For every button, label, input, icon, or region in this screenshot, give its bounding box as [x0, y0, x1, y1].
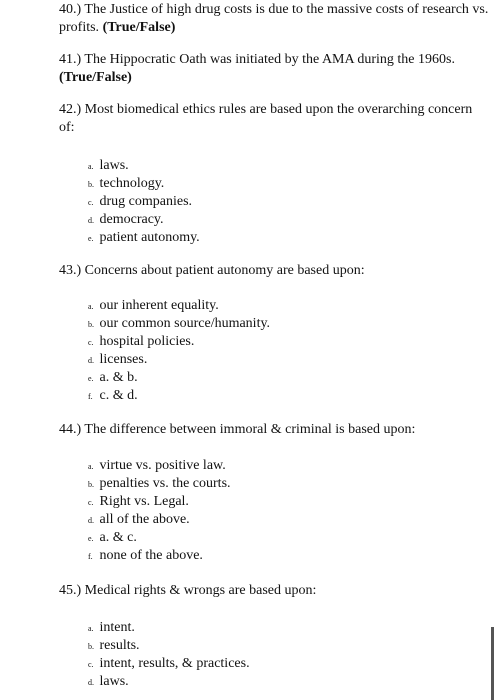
- option-letter: a.: [88, 162, 94, 171]
- option-45c: [88, 655, 489, 673]
- option-text: technology.: [99, 176, 165, 191]
- question-45-text: 45.) Medical rights & wrongs are based upon:: [59, 583, 317, 598]
- option-45b: [88, 637, 489, 655]
- option-text: laws.: [99, 674, 129, 689]
- option-letter: c.: [88, 498, 94, 507]
- option-text: all of the above.: [99, 512, 190, 527]
- option-text: Right vs. Legal.: [99, 494, 189, 509]
- option-letter: e.: [88, 234, 94, 243]
- option-letter: d.: [88, 356, 94, 365]
- question-42: [59, 101, 489, 137]
- question-40-answer-format: (True/False): [102, 20, 176, 35]
- question-43: [59, 262, 489, 280]
- option-text: licenses.: [99, 352, 148, 367]
- option-letter: c.: [88, 338, 94, 347]
- option-text: a. & b.: [99, 370, 138, 385]
- option-43a: [88, 297, 489, 315]
- option-text: virtue vs. positive law.: [99, 458, 226, 473]
- option-text: intent.: [99, 620, 135, 635]
- option-text: intent, results, & practices.: [99, 656, 250, 671]
- question-41: [59, 51, 489, 87]
- option-letter: f.: [88, 392, 93, 401]
- question-43-options: [59, 297, 489, 405]
- option-letter: e.: [88, 534, 94, 543]
- option-text: democracy.: [99, 212, 164, 227]
- question-45: [59, 582, 489, 600]
- option-42a: [88, 157, 489, 175]
- option-42b: [88, 175, 489, 193]
- option-text: c. & d.: [99, 388, 138, 403]
- option-44c: [88, 493, 489, 511]
- option-44d: [88, 511, 489, 529]
- option-42d: [88, 211, 489, 229]
- scrollbar[interactable]: [491, 627, 494, 700]
- question-42-options: [59, 157, 489, 247]
- option-45d: [88, 673, 489, 691]
- option-44b: [88, 475, 489, 493]
- option-43e: [88, 369, 489, 387]
- option-44f: [88, 547, 489, 565]
- option-text: patient autonomy.: [99, 230, 200, 245]
- question-41-answer-format: (True/False): [59, 70, 132, 85]
- question-44: [59, 421, 489, 439]
- question-43-text: 43.) Concerns about patient autonomy are based upon:: [59, 263, 365, 278]
- option-text: drug companies.: [99, 194, 193, 209]
- option-letter: e.: [88, 374, 94, 383]
- option-text: results.: [99, 638, 140, 653]
- option-letter: a.: [88, 302, 94, 311]
- option-letter: b.: [88, 320, 94, 329]
- option-letter: a.: [88, 462, 94, 471]
- option-43d: [88, 351, 489, 369]
- option-text: none of the above.: [99, 548, 203, 563]
- option-letter: d.: [88, 216, 94, 225]
- option-44e: [88, 529, 489, 547]
- option-letter: b.: [88, 642, 94, 651]
- option-43b: [88, 315, 489, 333]
- option-letter: d.: [88, 516, 94, 525]
- option-letter: c.: [88, 660, 94, 669]
- option-text: our common source/humanity.: [99, 316, 271, 331]
- question-44-text: 44.) The difference between immoral & criminal is based upon:: [59, 422, 416, 437]
- option-42e: [88, 229, 489, 247]
- question-40: [59, 1, 489, 37]
- option-letter: a.: [88, 624, 94, 633]
- option-42c: [88, 193, 489, 211]
- option-text: laws.: [99, 158, 129, 173]
- option-45a: [88, 619, 489, 637]
- option-text: penalties vs. the courts.: [99, 476, 231, 491]
- quiz-page: [59, 0, 489, 691]
- option-letter: b.: [88, 480, 94, 489]
- question-41-text: 41.) The Hippocratic Oath was initiated by the AMA during the 1960s.: [59, 52, 455, 67]
- option-text: hospital policies.: [99, 334, 195, 349]
- option-43c: [88, 333, 489, 351]
- option-44a: [88, 457, 489, 475]
- option-letter: b.: [88, 180, 94, 189]
- option-text: our inherent equality.: [99, 298, 219, 313]
- option-43f: [88, 387, 489, 405]
- option-text: a. & c.: [99, 530, 137, 545]
- question-44-options: [59, 457, 489, 565]
- option-letter: c.: [88, 198, 94, 207]
- question-42-text: 42.) Most biomedical ethics rules are based upon the overarching concern of:: [59, 102, 473, 135]
- question-40-text: 40.) The Justice of high drug costs is due to the massive costs of research vs. profits.: [59, 2, 489, 35]
- option-letter: d.: [88, 678, 94, 687]
- question-45-options: [59, 619, 489, 691]
- option-letter: f.: [88, 552, 93, 561]
